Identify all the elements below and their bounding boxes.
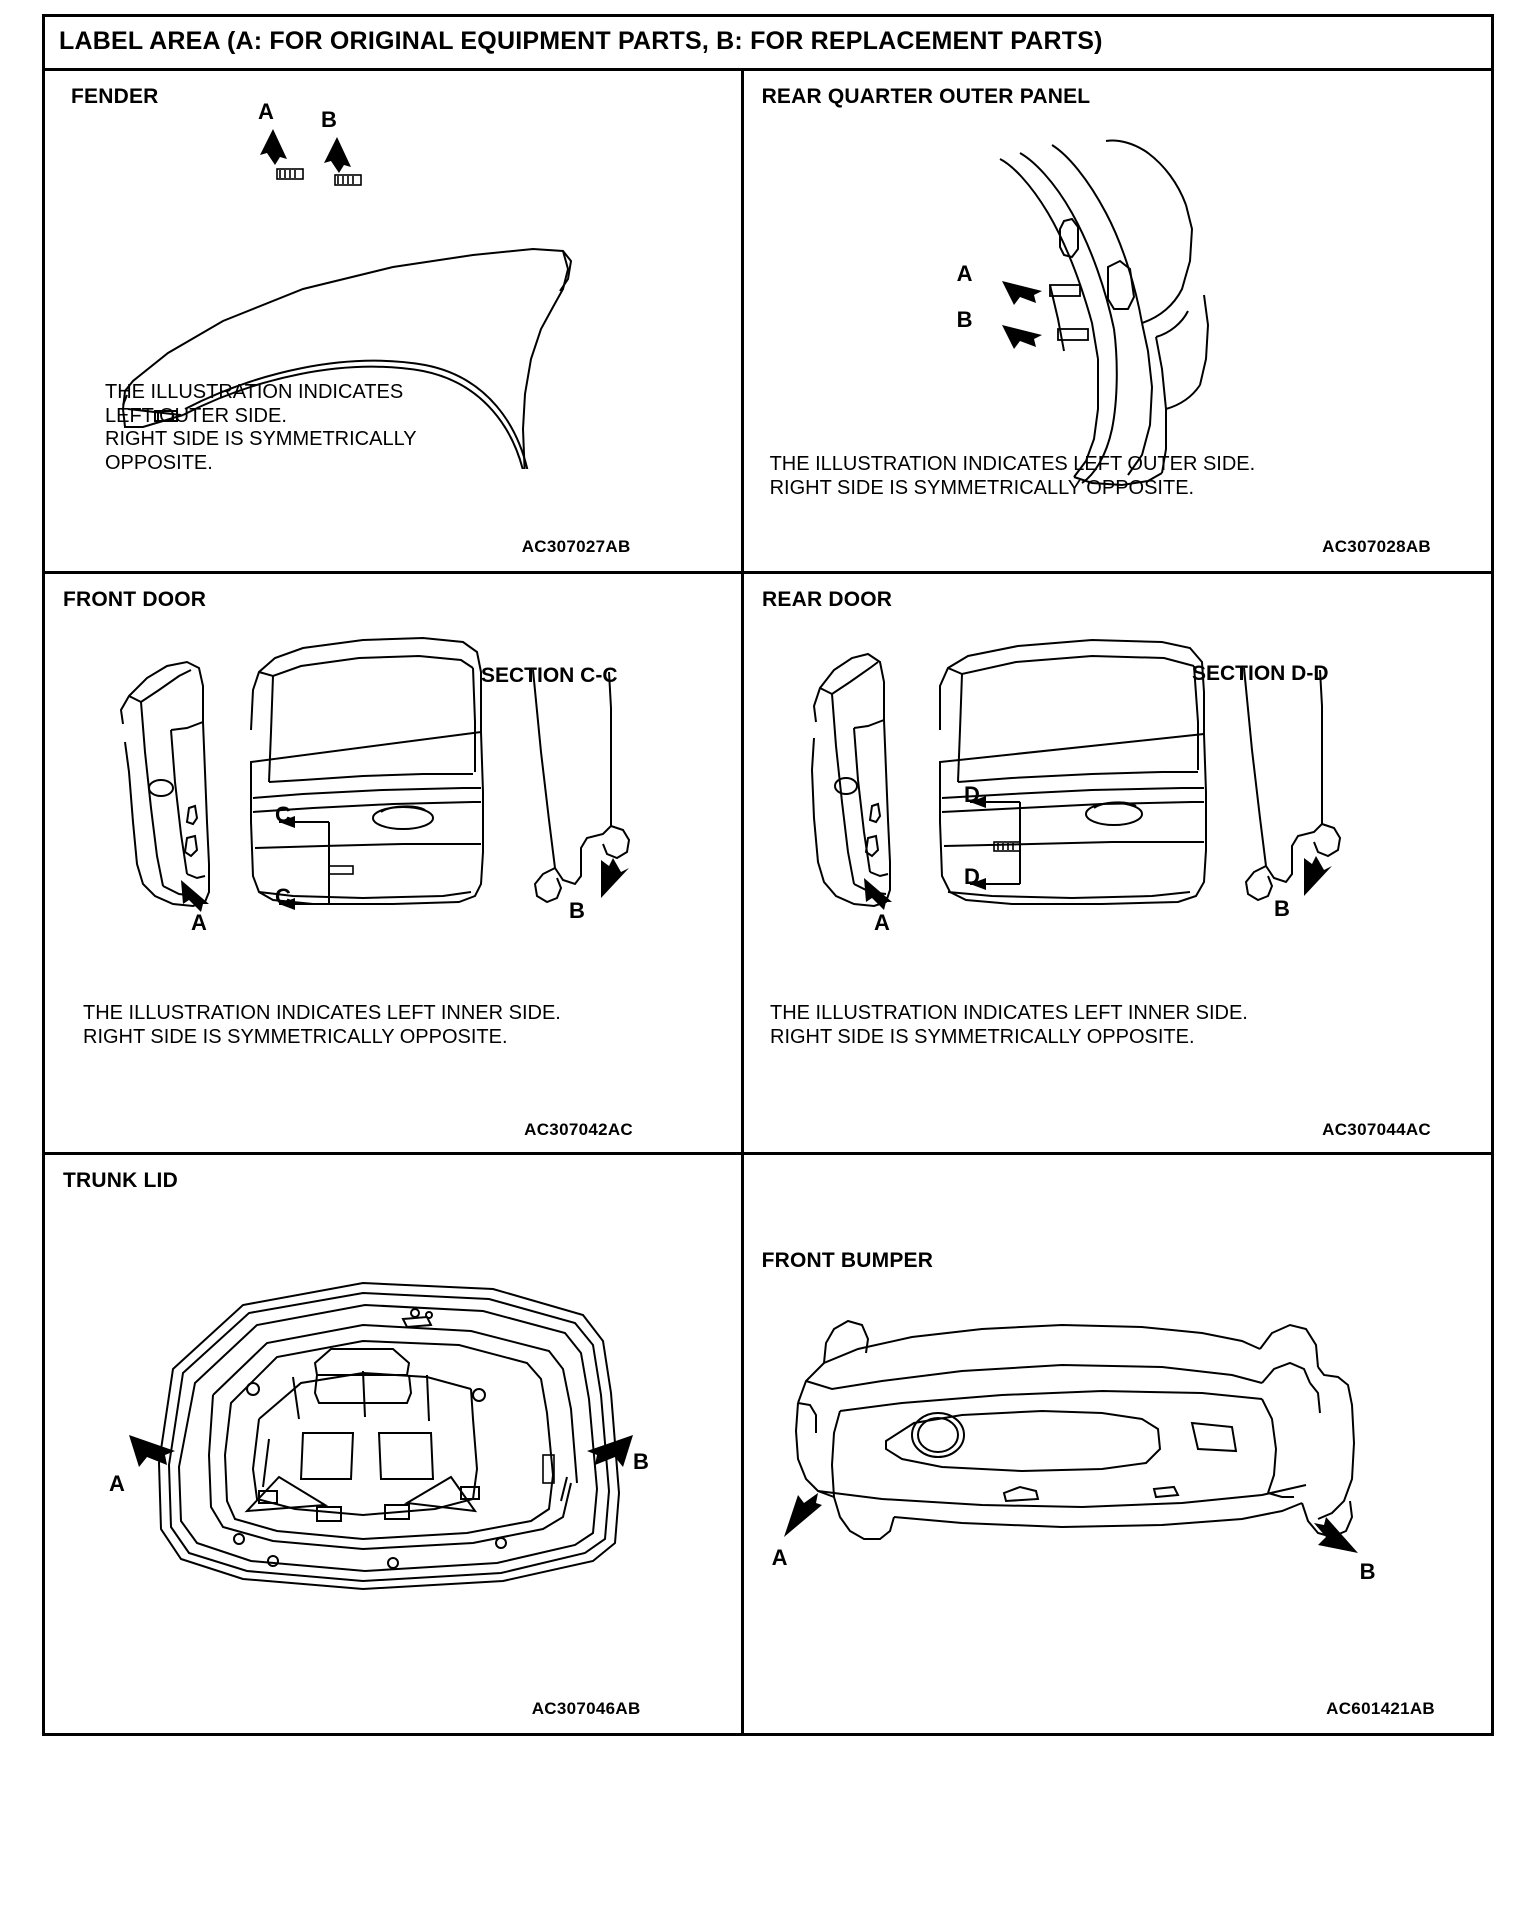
page-title: LABEL AREA (A: FOR ORIGINAL EQUIPMENT PARTS, B: FOR REPLACEMENT PARTS) [45,17,1491,71]
rear-door-illustration [762,612,1473,992]
panel-fender [45,71,744,571]
trunk-lid-callout-a: A [109,1471,125,1496]
rear-door-drawing [762,612,1462,992]
rear-quarter-code: AC307028AB [1322,537,1431,556]
panel-title-front-door: FRONT DOOR [63,588,207,611]
panel-front-bumper [744,1155,1491,1733]
rear-door-callout-d-bottom: D [964,864,980,889]
panel-trunk-lid [45,1155,744,1733]
rear-door-callout-a: A [874,910,890,935]
rear-door-section-title: SECTION D-D [1192,662,1329,685]
front-door-illustration [63,612,723,992]
panel-title-rear-door: REAR DOOR [762,588,893,611]
front-bumper-drawing [762,1283,1462,1613]
panel-title-front-bumper: FRONT BUMPER [761,1249,934,1272]
front-door-callout-c-top: C [275,802,291,827]
rear-quarter-callout-b: B [956,307,973,332]
trunk-lid-code: AC307046AB [531,1699,641,1718]
front-bumper-illustration [762,1283,1473,1613]
front-door-note: THE ILLUSTRATION INDICATES LEFT INNER SIDE. RIGHT SIDE IS SYMMETRICALLY OPPOSITE. [83,1002,561,1048]
panel-title-rear-quarter: REAR QUARTER OUTER PANEL [761,85,1091,108]
rear-door-callout-b: B [1274,896,1290,921]
front-door-section-title: SECTION C-C [481,664,618,687]
front-bumper-code: AC601421AB [1326,1699,1435,1718]
fender-callout-b: B [321,107,337,132]
front-bumper-callout-a: A [771,1545,788,1570]
panel-title-fender: FENDER [71,85,159,108]
rear-quarter-callout-a: A [956,261,973,286]
panel-rear-door [744,574,1491,1152]
diagram-row-2 [45,574,1491,1155]
front-bumper-callout-b: B [1359,1559,1376,1584]
rear-quarter-illustration [762,109,1473,489]
panel-front-door [45,574,744,1152]
front-door-callout-b: B [569,898,585,923]
front-door-code: AC307042AC [524,1120,633,1139]
diagram-row-3 [45,1155,1491,1733]
fender-callout-a: A [258,99,274,124]
rear-door-note: THE ILLUSTRATION INDICATES LEFT INNER SIDE. RIGHT SIDE IS SYMMETRICALLY OPPOSITE. [770,1002,1248,1048]
front-door-callout-c-bottom: C [275,884,291,909]
rear-door-code: AC307044AC [1322,1120,1431,1139]
diagram-row-1 [45,71,1491,574]
label-area-sheet [42,14,1494,1736]
fender-code: AC307027AB [521,537,631,556]
fender-note: THE ILLUSTRATION INDICATES LEFT OUTER SIDE. RIGHT SIDE IS SYMMETRICALLY OPPOSITE. [105,381,417,474]
panel-rear-quarter [744,71,1491,571]
trunk-lid-drawing [63,1243,703,1663]
trunk-lid-illustration [63,1243,723,1663]
rear-door-callout-d-top: D [964,782,980,807]
rear-quarter-note: THE ILLUSTRATION INDICATES LEFT OUTER SIDE. RIGHT SIDE IS SYMMETRICALLY OPPOSITE. [769,453,1256,499]
panel-title-trunk-lid: TRUNK LID [63,1169,178,1192]
front-door-callout-a: A [191,910,207,935]
front-door-drawing [63,612,723,992]
trunk-lid-callout-b: B [633,1449,649,1474]
rear-quarter-drawing [762,109,1462,489]
